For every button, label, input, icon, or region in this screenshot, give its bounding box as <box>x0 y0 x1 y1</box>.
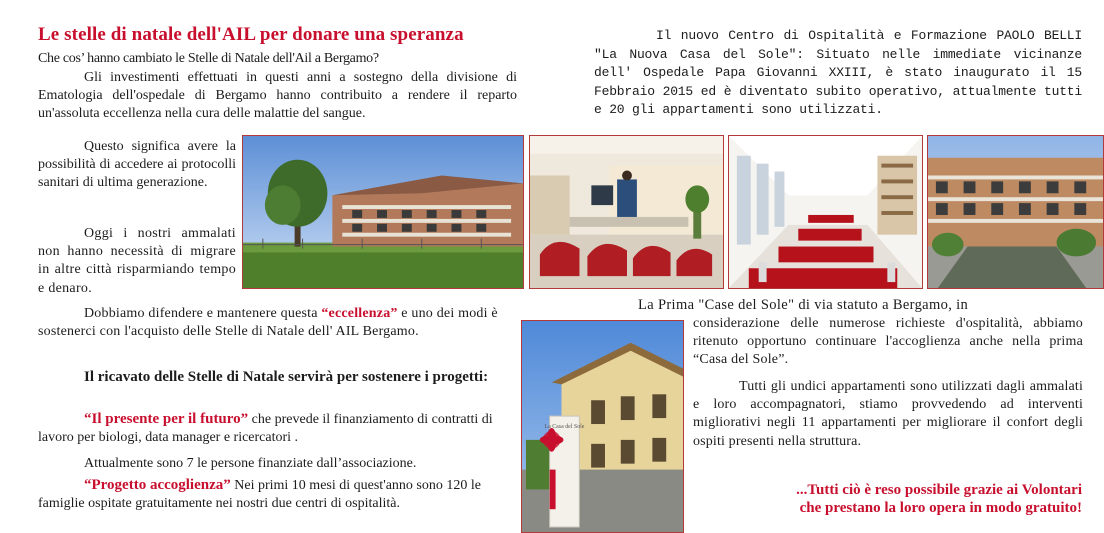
sign-text <box>545 424 585 430</box>
sign-text-label: La Casa del Sole <box>544 423 585 430</box>
project2-description: Nei primi 10 mesi di quest'anno sono 120 le famiglie ospitate gratuitamente nei nostri due centri di ospitalità. <box>38 478 481 512</box>
closing-line-1: ...Tutti ciò è reso possibile grazie ai Volontari <box>796 482 1082 498</box>
protocols-paragraph: Questo significa avere la possibilità di accedere ai protocolli sanitari di ultima generazione. <box>38 139 236 191</box>
project2-name: “Progetto accoglienza” <box>84 477 231 493</box>
intro-paragraph: Gli investimenti effettuati in questi anni a sostegno della divisione di Ematologia dell'ospedale di Bergamo hanno contribuito a rendere il reparto un'assoluta eccellenza nella cura delle malattie del sangue. <box>38 70 517 122</box>
article-subtitle: Che cos’ hanno cambiato le Stelle di Natale dell'Ail a Bergamo? <box>38 51 379 66</box>
defend-text-end: e uno dei modi è sostenerci con l'acquisto delle Stelle di Natale dell' AIL Bergamo. <box>38 306 498 340</box>
project1-name: “Il presente per il futuro” <box>84 411 249 427</box>
eccellenza-highlight: “eccellenza” <box>321 306 398 321</box>
reception-interior-photo <box>529 135 724 289</box>
project2-paragraph <box>38 476 518 513</box>
project1-paragraph <box>38 410 518 447</box>
first-house-paragraph: considerazione delle numerose richieste d'ospitalità, abbiamo ritenuto opportuno continuare l'accoglienza anche nella prima “Casa del Sole”. <box>693 316 1083 368</box>
hospitality-center-exterior-photo <box>242 135 524 289</box>
casa-del-sole-building-photo <box>521 320 684 533</box>
new-center-paragraph: Il nuovo Centro di Ospitalità e Formazione PAOLO BELLI "La Nuova Casa del Sole": Situato nelle immediate vicinanze dell' Ospedale Papa Giovanni XXIII, è stato inaugurato il 15 Febbraio 2015 ed è diventato subito operativo, attualmente tutti e 20 gli appartamenti sono utilizzati. <box>594 28 1082 117</box>
article-title: Le stelle di natale dell'AIL per donare una speranza <box>38 24 464 45</box>
funded-people-line: Attualmente sono 7 le persone finanziate dall’associazione. <box>84 456 417 471</box>
courtyard-building-photo <box>927 135 1104 289</box>
proceeds-heading: Il ricavato delle Stelle di Natale servirà per sostenere i progetti: <box>84 369 489 385</box>
closing-line-2: che prestano la loro opera in modo gratuito! <box>799 500 1082 516</box>
closing-statement <box>796 481 1082 517</box>
defend-text-start: Dobbiamo difendere e mantenere questa <box>84 306 322 321</box>
project1-description: che prevede il finanziamento di contratti di lavoro per biologi, data manager e ricercatori . <box>38 412 493 446</box>
defend-paragraph <box>38 305 518 341</box>
no-migration-paragraph: Oggi i nostri ammalati non hanno necessità di migrare in altre città risparmiando tempo e denaro. <box>38 226 236 296</box>
apartments-paragraph: Tutti gli undici appartamenti sono utilizzati dagli ammalati e loro accompagnatori, stiamo provvedendo ad interventi migliorativi negli 11 appartamenti per migliorare il confort degli ospiti presenti nella struttura. <box>693 379 1083 449</box>
dining-room-photo <box>728 135 923 289</box>
first-house-lead: La Prima "Case del Sole" di via statuto a Bergamo, in <box>638 297 969 313</box>
